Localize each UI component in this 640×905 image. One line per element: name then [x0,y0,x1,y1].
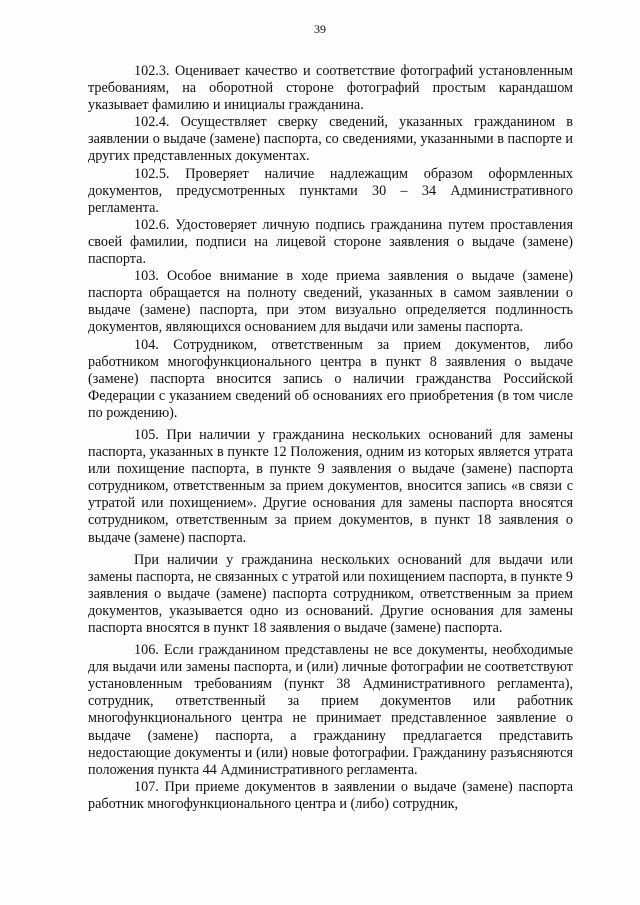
paragraph-102-6: 102.6. Удостоверяет личную подпись гражданина путем проставления своей фамилии, подписи на лицевой стороне заявления о выдаче (замене) паспорта. [88,216,573,268]
paragraph-102-3: 102.3. Оценивает качество и соответствие фотографий установленным требованиям, на оборотной стороне фотографий простым карандашом указывает фамилию и инициалы гражданина. [88,63,573,114]
paragraph-104: 104. Сотрудником, ответственным за прием документов, либо работником многофункционального центра в пункт 8 заявления о выдаче (замене) паспорта вносится запись о наличии гражданства Российской Федерации с указанием сведений об основаниях его приобретения (в том числе по рождению). [88,336,573,421]
paragraph-107: 107. При приеме документов в заявлении о выдаче (замене) паспорта работник многофункционального центра и (либо) сотрудник, [88,778,573,812]
paragraph-102-4: 102.4. Осуществляет сверку сведений, указанных гражданином в заявлении о выдаче (замене) паспорта, со сведениями, указанными в паспорте и других представленных документах. [88,114,573,165]
body-text [88,63,573,813]
paragraph-105-continued: При наличии у гражданина нескольких оснований для выдачи или замены паспорта, не связанных с утратой или похищением паспорта, в пункте 9 заявления о выдаче (замене) паспорта сотрудником, ответственным за прием документов, указывается одно из оснований. Другие основания для замены паспорта вносятся в пункт 18 заявления о выдаче (замене) паспорта. [88,551,573,636]
paragraph-106: 106. Если гражданином представлены не все документы, необходимые для выдачи или замены паспорта, и (или) личные фотографии не соответствуют установленным требованиям (пункт 38 Административного регламента), сотрудник, ответственный за прием документов или работник многофункционального центра не принимает представленное заявление о выдаче (замене) паспорта, а гражданину предлагается представить недостающие документы и (или) новые фотографии. Гражданину разъясняются положения пункта 44 Административного регламента. [88,642,573,778]
paragraph-103: 103. Особое внимание в ходе приема заявления о выдаче (замене) паспорта обращается на полноту сведений, указанных в самом заявлении о выдаче (замене) паспорта, при этом визуально определяется подлинность документов, являющихся основанием для выдачи или замены паспорта. [88,268,573,336]
page-number: 39 [314,22,326,36]
paragraph-105: 105. При наличии у гражданина нескольких оснований для замены паспорта, указанных в пункте 12 Положения, одним из которых является утрата или похищение паспорта, в пункте 9 заявления о выдаче (замене) паспорта сотрудником, ответственным за прием документов, вносится запись «в связи с утратой или похищением». Другие основания для замены паспорта вносятся сотрудником, ответственным за прием документов, в пункт 18 заявления о выдаче (замене) паспорта. [88,426,573,546]
paragraph-102-5: 102.5. Проверяет наличие надлежащим образом оформленных документов, предусмотренных пунктами 30 – 34 Административного регламента. [88,165,573,216]
